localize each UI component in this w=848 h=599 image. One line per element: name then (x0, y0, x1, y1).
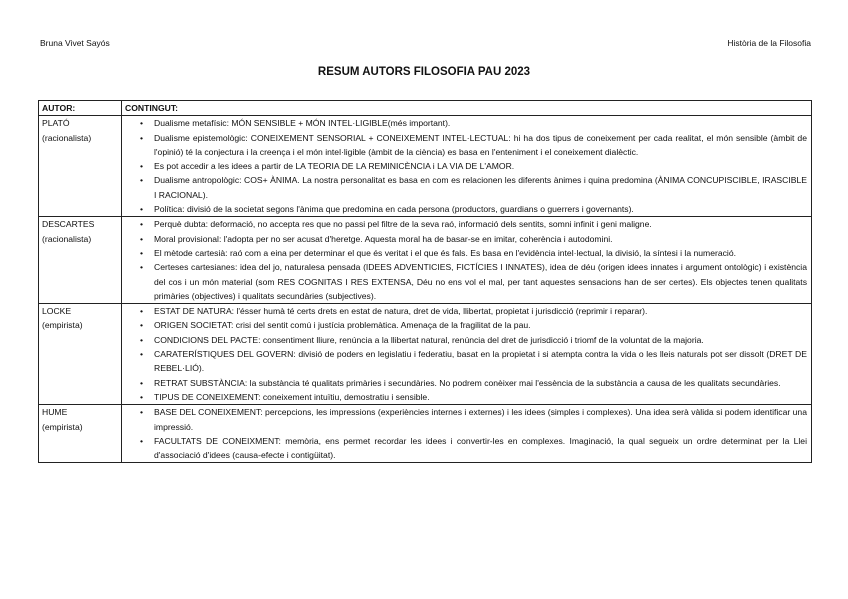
author-school: (empirista) (42, 320, 83, 331)
table-header-row (39, 101, 812, 116)
content-list (125, 304, 807, 404)
list-item: • ORIGEN SOCIETAT: crisi del sentit comú i justícia problemàtica. Amenaça de la fragilitat de la pau. (154, 318, 807, 332)
list-item: • Certeses cartesianes: idea del jo, naturalesa pensada (IDEES ADVENTICIES, FICTÍCIES I INNATES), idea de déu (origen idees innates i argument ontològic) i existència del cos i un món material (som RES COGNITAS I RES EXTENSA, Déu no ens vol el mal, per tant aquestes sensacions han de ser certes). Els objectes tenen qualitats primàries (objectives) i qualitats secundàries (subjectives). (154, 260, 807, 303)
table-row (39, 217, 812, 304)
list-item: • CARATERÍSTIQUES DEL GOVERN: divisió de poders en legislatiu i federatiu, basat en la propietat i si atempta contra la vida o les lleis naturals pot ser dissolt (DRET DE REBEL·LIÓ). (154, 347, 807, 376)
author-name: DESCARTES (42, 219, 95, 230)
content-cell (122, 304, 812, 405)
list-item: • RETRAT SUBSTÀNCIA: la substància té qualitats primàries i secundàries. No podrem conèixer mai l'essència de la substància a causa de les qualitats secundàries. (154, 376, 807, 390)
author-name: LOCKE (42, 306, 72, 317)
author-cell (39, 217, 122, 304)
author-name: HUME (42, 407, 68, 418)
authors-table (38, 100, 812, 463)
content-list (125, 116, 807, 216)
list-item: • Dualisme antropològic: COS+ ÀNIMA. La nostra personalitat es basa en com es relacionen les diferents ànimes i quina predomina (ÀNIMA CONCUPISCIBLE, IRASCIBLE I RACIONAL). (154, 173, 807, 202)
list-item: • Es pot accedir a les idees a partir de LA TEORIA DE LA REMINICÈNCIA i LA VIA DE L'AMOR. (154, 159, 807, 173)
list-item: • Perquè dubta: deformació, no accepta res que no passi pel filtre de la seva raó, informació dels sentits, somni infinit i geni maligne. (154, 217, 807, 231)
column-header-author: AUTOR: (39, 101, 122, 116)
table-row (39, 405, 812, 463)
author-name: PLATÓ (42, 118, 70, 129)
content-cell (122, 217, 812, 304)
author-school: (racionalista) (42, 233, 92, 244)
content-list (125, 405, 807, 462)
list-item: • Moral provisional: l'adopta per no ser acusat d'heretge. Aquesta moral ha de basar-se en imitar, coherència i autodomini. (154, 232, 807, 246)
list-item: • ESTAT DE NATURA: l'ésser humà té certs drets en estat de natura, dret de vida, llibertat, propietat i jurisdicció (reprimir i reparar). (154, 304, 807, 318)
table-body (39, 116, 812, 463)
list-item: • CONDICIONS DEL PACTE: consentiment lliure, renúncia a la llibertat natural, renúncia del dret de jurisdicció i triomf de la voluntat de la majoria. (154, 333, 807, 347)
author-cell (39, 304, 122, 405)
content-list (125, 217, 807, 303)
table-row (39, 304, 812, 405)
document-author: Bruna Vivet Sayós (40, 38, 110, 48)
list-item: • FACULTATS DE CONEIXMENT: memòria, ens permet recordar les idees i convertir-les en complexes. Imaginació, la qual segueix un ordre determinat per la Llei d'associació d'idees (causa-efecte i contigüitat). (154, 434, 807, 463)
author-cell (39, 116, 122, 217)
document-subject: Història de la Filosofia (727, 38, 811, 48)
content-cell (122, 116, 812, 217)
author-school: (empirista) (42, 421, 83, 432)
author-cell (39, 405, 122, 463)
author-school: (racionalista) (42, 132, 92, 143)
list-item: • El mètode cartesià: raó com a eina per determinar el que és veritat i el que és fals. Es basa en l'evidència intel·lectual, la divisió, la síntesi i la numeració. (154, 246, 807, 260)
content-cell (122, 405, 812, 463)
document-title: RESUM AUTORS FILOSOFIA PAU 2023 (317, 66, 531, 78)
list-item: • TIPUS DE CONEIXEMENT: coneixement intuïtiu, demostratiu i sensible. (154, 390, 807, 404)
table-row (39, 116, 812, 217)
list-item: • Dualisme epistemològic: CONEIXEMENT SENSORIAL + CONEIXEMENT INTEL·LECTUAL: hi ha dos tipus de coneixement per cada realitat, el món sensible (àmbit de l'opinió) té la conjectura i la creença i el món intel·ligible (àmbit de la ciència) es basa en l'enteniment i el coneixement dialèctic. (154, 131, 807, 160)
column-header-content: CONTINGUT: (122, 101, 812, 116)
list-item: • BASE DEL CONEIXEMENT: percepcions, les impressions (experiències internes i externes) i les idees (simples i complexes). Una idea serà vàlida si podem identificar una impressió. (154, 405, 807, 434)
list-item: • Política: divisió de la societat segons l'ànima que predomina en cada persona (productors, guardians o guerrers i governants). (154, 202, 807, 216)
list-item: • Dualisme metafísic: MÓN SENSIBLE + MÓN INTEL·LIGIBLE(més important). (154, 116, 807, 130)
